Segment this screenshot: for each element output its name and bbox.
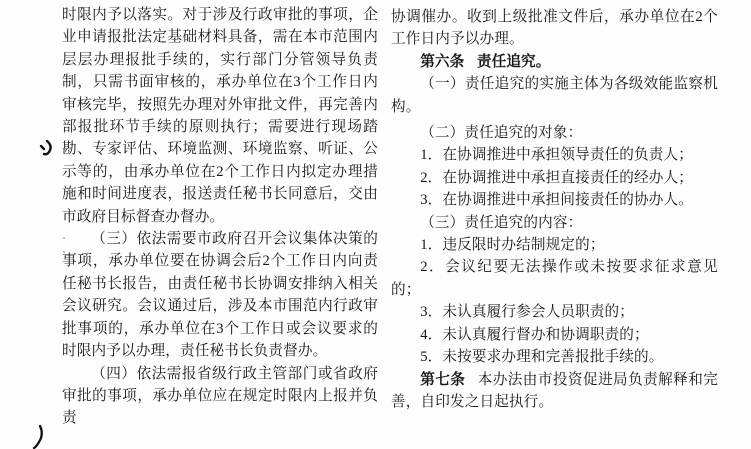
scan-speck [63,251,65,253]
text-column-right [391,6,718,413]
paragraph-text: 时限内予以落实。对于涉及行政审批的事项，企业申请报批法定基础材料具备，需在本市范围内层层办理报批手续的，实行部门分管领导负责制，只需书面审核的，承办单位在3个工作日内审核完毕，按照先办理对外审批文件，再完善内部报批环节手续的原则执行；需要进行现场踏勘、专家评估、环境监测、环境监察、听证、公示等的，由承办单位在2个工作日内拟定办理措施和时间进度表，报送责任秘书长同意后，交由市政府目标督查办督办。 [62,7,378,225]
paragraph-text: （三）依法需要市政府召开会议集体决策的事项，承办单位要在协调会后2个工作日内向责任秘书长报告，由责任秘书长协调安排纳入相关会议研究。会议通过后，涉及本市围范内行政审批事项的，承办单位在3个工作日或会议要求的时限内予以办理，责任秘书长负责督办。 [62,231,378,360]
paragraph [391,144,718,166]
paragraph-text: （四）依法需报省级行政主管部门或省政府审批的事项，承办单位应在规定时限内上报并负责 [62,365,378,427]
paragraph [391,346,718,368]
paragraph-text: （二）责任追究的对象： [420,125,583,142]
paragraph [62,4,378,228]
paragraph [391,189,718,211]
paragraph-text: 1．在协调推进中承担领导责任的负责人； [420,147,694,164]
paragraph-text: 协调催办。收到上级批准文件后，承办单位在2个工作日内予以办理。 [391,9,718,48]
paragraph [62,228,378,362]
paragraph [391,212,718,234]
paragraph [391,256,718,301]
paragraph-text: 3．在协调推进中承担间接责任的协办人。 [420,192,694,209]
clause-number: 第六条 [420,53,465,70]
paragraph-text: 2．在协调推进中承担直接责任的经办人； [420,169,694,186]
paragraph-text: 责任追究。 [476,53,551,70]
paragraph [391,324,718,346]
paragraph [391,369,718,414]
paragraph [391,167,718,189]
paragraph-text: 4．未认真履行督办和协调职责的； [420,326,649,343]
handwritten-ink-mark [38,139,55,158]
paragraph-text: （一）责任追究的实施主体为各级效能监察机构。 [391,76,718,115]
paragraph-text: 本办法由市投资促进局负责解释和完善，自印发之日起执行。 [391,371,718,410]
paragraph-text: 5．未按要求办理和完善报批手续的。 [420,349,664,366]
paragraph [391,51,718,73]
paragraph-text: （三）责任追究的内容： [420,214,583,231]
scan-speck [63,237,65,239]
handwritten-ink-mark [31,424,46,449]
paragraph [391,122,718,144]
paragraph [391,73,718,118]
paragraph [62,363,378,430]
clause-number: 第七条 [420,371,466,388]
paragraph [391,301,718,323]
text-column-left [62,4,378,430]
paragraph-text: 3．未认真履行参会人员职责的； [420,304,635,321]
paragraph-text: 1．违反限时办结制规定的； [420,237,605,254]
paragraph [391,234,718,256]
paragraph [391,6,718,51]
paragraph-text: 2．会议纪要无法操作或未按要求征求意见的； [391,259,718,298]
